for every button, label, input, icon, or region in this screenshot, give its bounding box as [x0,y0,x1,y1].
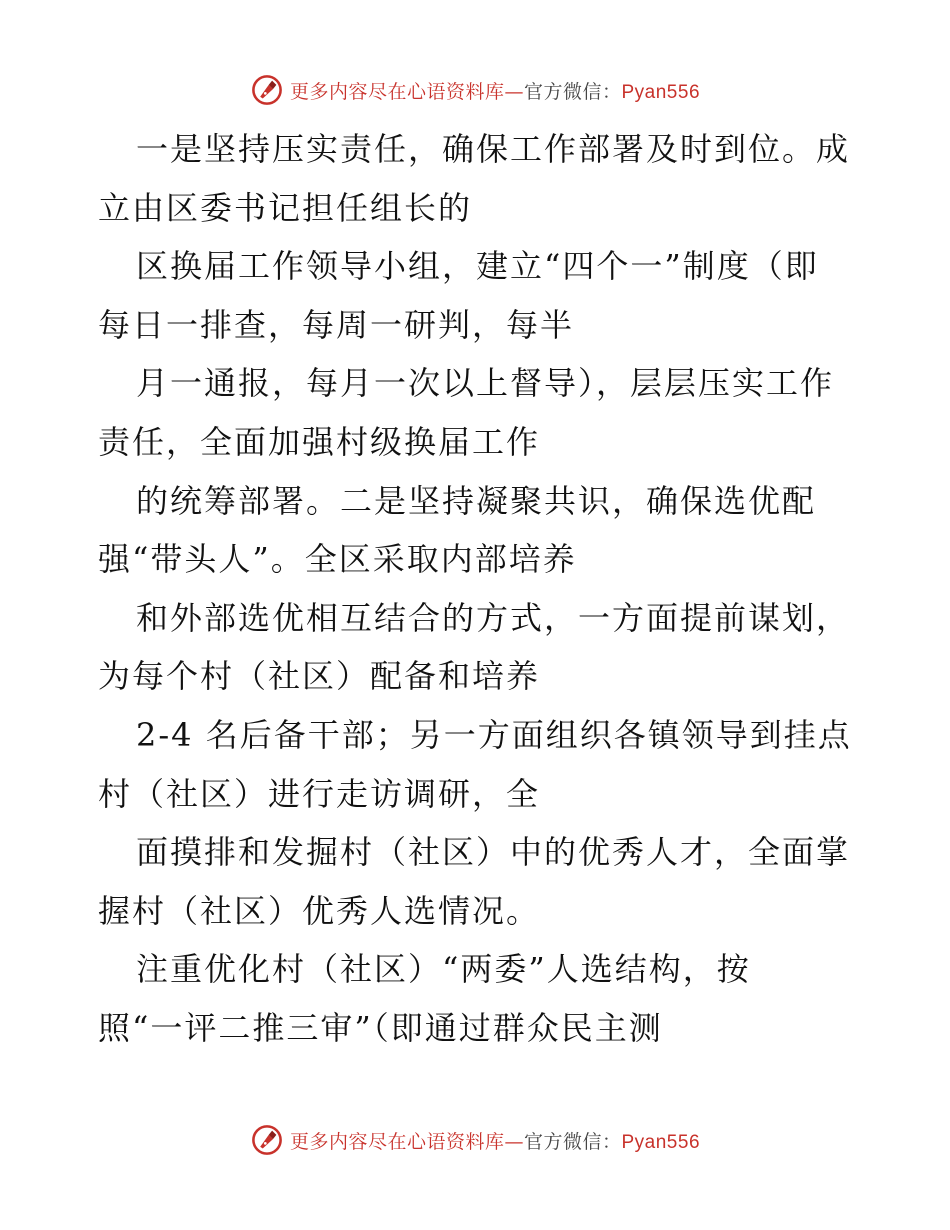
document-body [98,120,858,1058]
body-line: 注重优化村（社区）“两委”人选结构，按 [136,950,751,989]
banner-separator: — [504,1130,524,1153]
banner-brand: 更多内容尽在心语资料库 [289,80,505,103]
pen-nib-logo-icon [250,1123,284,1157]
body-line: 的统筹部署。二是坚持凝聚共识，确保选优配 [136,481,817,520]
banner-text [290,77,700,104]
banner-text [290,1127,700,1154]
body-line: 握村（社区）优秀人选情况。 [98,891,541,930]
body-line: 和外部选优相互结合的方式，一方面提前谋划， [136,598,851,637]
header-banner [0,70,950,110]
body-line: 照“一评二推三审”（即通过群众民主测 [98,1008,663,1047]
body-line: 面摸排和发掘村（社区）中的优秀人才，全面掌 [136,833,851,872]
body-line: 月一通报，每月一次以上督导），层层压实工作 [136,364,835,403]
body-line: 2-4 名后备干部；另一方面组织各镇领导到挂点 [136,715,852,754]
banner-wechat-id: Pyan556 [621,81,701,103]
body-line: 责任，全面加强村级换届工作 [98,422,541,461]
banner-wechat-label: 官方微信： [523,1130,622,1153]
banner-wechat-label: 官方微信： [523,80,622,103]
body-line: 立由区委书记担任组长的 [98,188,473,227]
body-line: 强“带头人”。全区采取内部培养 [98,540,577,579]
banner-wechat-id: Pyan556 [621,1131,701,1153]
footer-banner [0,1120,950,1160]
body-line: 一是坚持压实责任，确保工作部署及时到位。成 [136,130,851,168]
banner-separator: — [504,80,524,103]
banner-brand: 更多内容尽在心语资料库 [289,1130,505,1153]
pen-nib-logo-icon [250,73,284,107]
body-line: 每日一排查，每周一研判，每半 [98,305,575,344]
body-line: 村（社区）进行走访调研，全 [98,774,541,813]
body-line: 区换届工作领导小组，建立“四个一”制度（即 [136,247,819,286]
body-line: 为每个村（社区）配备和培养 [98,657,541,696]
